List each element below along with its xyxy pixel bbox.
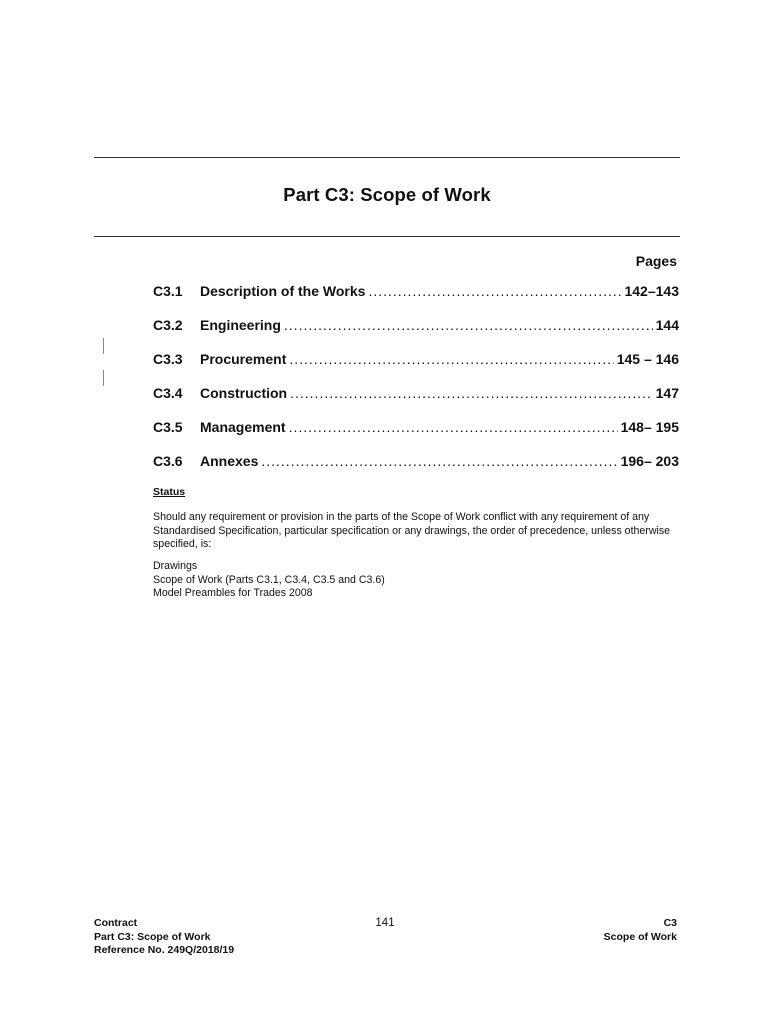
footer-part: Part C3: Scope of Work	[94, 930, 211, 943]
pages-column-label: Pages	[635, 253, 677, 269]
toc-dot-leader	[289, 351, 613, 367]
toc-entry-number: C3.5	[153, 419, 183, 435]
table-of-contents	[153, 283, 679, 487]
toc-dot-leader	[368, 283, 621, 299]
precedence-item: Scope of Work (Parts C3.1, C3.4, C3.5 and C3.6)	[153, 573, 385, 586]
toc-entry-pages: 147	[655, 385, 679, 401]
page-number: 141	[375, 917, 395, 929]
footer-right	[604, 917, 677, 944]
toc-entry[interactable]	[153, 385, 679, 419]
toc-entry-pages: 196– 203	[620, 453, 679, 469]
toc-entry-pages: 144	[655, 317, 679, 333]
toc-entry-number: C3.1	[153, 283, 183, 299]
toc-entry-pages: 142–143	[624, 283, 679, 299]
toc-entry[interactable]	[153, 317, 679, 351]
toc-entry-number: C3.6	[153, 453, 183, 469]
footer-left	[94, 917, 234, 958]
status-paragraph: Should any requirement or provision in the parts of the Scope of Work conflict with any requirement of any Standardised Specification, particular specification or any drawings, the order of precedence, unless otherwise specified, is:	[153, 511, 671, 550]
toc-entry-number: C3.4	[153, 385, 183, 401]
toc-entry[interactable]	[153, 351, 679, 385]
change-bar	[103, 370, 104, 386]
toc-entry-title: Annexes	[200, 453, 259, 469]
toc-entry-pages: 148– 195	[620, 419, 679, 435]
precedence-item: Drawings	[153, 560, 198, 572]
precedence-item: Model Preambles for Trades 2008	[153, 587, 313, 599]
toc-entry-number: C3.3	[153, 351, 183, 367]
status-heading: Status	[153, 486, 186, 498]
toc-entry[interactable]	[153, 283, 679, 317]
toc-entry-title: Description of the Works	[200, 283, 366, 299]
toc-entry-number: C3.2	[153, 317, 183, 333]
toc-entry-pages: 145 – 146	[616, 351, 679, 367]
toc-dot-leader	[290, 385, 653, 401]
precedence-list	[153, 560, 683, 601]
footer-contract: Contract	[94, 917, 138, 929]
top-rule	[94, 157, 680, 158]
title-rule	[94, 236, 680, 237]
footer-reference: Reference No. 249Q/2018/19	[94, 944, 235, 956]
toc-entry-title: Procurement	[200, 351, 287, 367]
toc-dot-leader	[289, 419, 618, 435]
footer-section-code: C3	[663, 917, 677, 929]
toc-entry-title: Management	[200, 419, 286, 435]
toc-dot-leader	[261, 453, 617, 469]
toc-entry-title: Construction	[200, 385, 288, 401]
document-title: Part C3: Scope of Work	[283, 184, 491, 205]
change-bar	[103, 338, 104, 354]
toc-entry[interactable]	[153, 419, 679, 453]
toc-dot-leader	[284, 317, 653, 333]
footer-section-name: Scope of Work	[603, 930, 677, 943]
toc-entry-title: Engineering	[200, 317, 281, 333]
toc-entry[interactable]	[153, 453, 679, 487]
